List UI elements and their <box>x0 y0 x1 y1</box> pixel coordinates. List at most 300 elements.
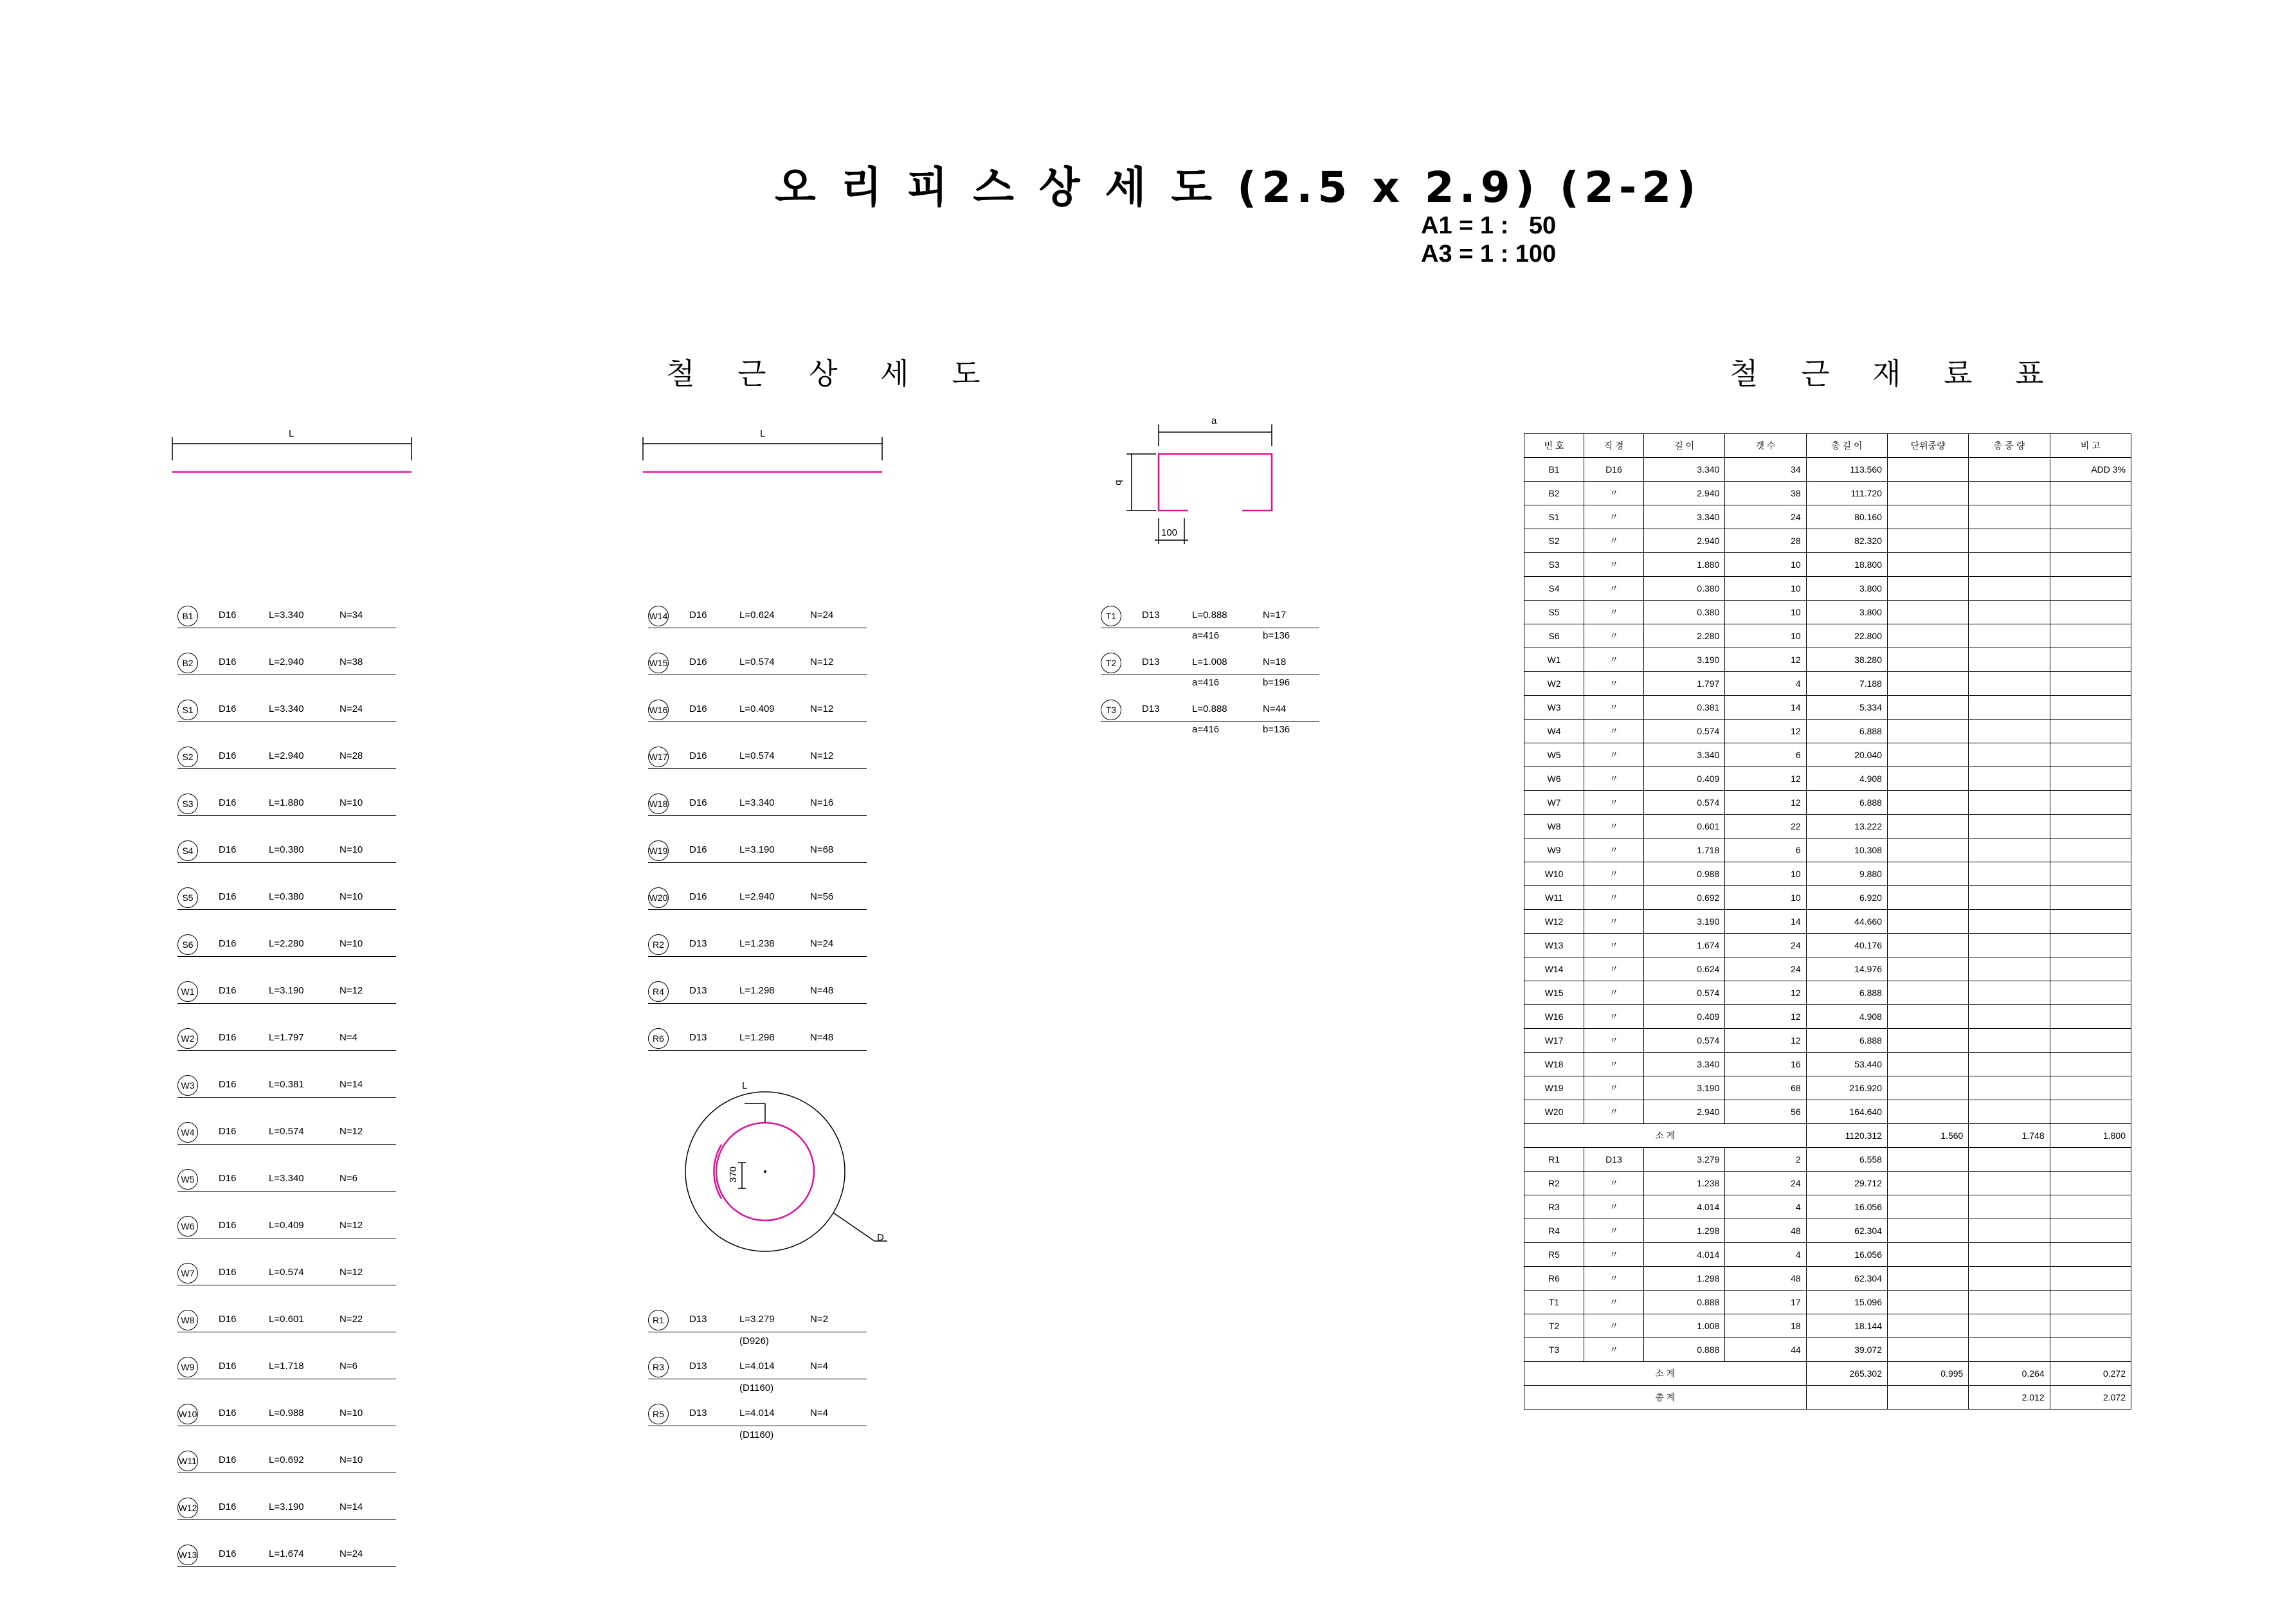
bar-diameter: D13 <box>689 1361 707 1372</box>
table-cell: 18 <box>1725 1314 1806 1338</box>
table-header-row <box>1524 434 2131 458</box>
bar-count: N=48 <box>810 985 834 996</box>
bar-tag: R6 <box>648 1028 669 1049</box>
bar-diameter: D16 <box>219 1267 237 1278</box>
table-cell <box>1969 458 2050 482</box>
bar-sub-diameter: (D1160) <box>739 1429 774 1440</box>
bar-count: N=6 <box>339 1361 357 1372</box>
bar-count: N=4 <box>339 1032 357 1043</box>
table-cell: 〃 <box>1584 1314 1644 1338</box>
header-no: 번 호 <box>1524 434 1584 458</box>
table-cell: 24 <box>1725 1172 1806 1195</box>
table-cell <box>1969 1172 2050 1195</box>
bar-diameter: D16 <box>219 1079 237 1090</box>
material-table-body <box>1524 458 2131 1410</box>
table-cell <box>1887 720 1968 743</box>
bar-count: N=12 <box>339 985 363 996</box>
bar-count: N=24 <box>810 610 834 621</box>
table-cell <box>1887 1291 1968 1314</box>
bar-tag: W4 <box>177 1122 198 1143</box>
table-cell: 48 <box>1725 1267 1806 1291</box>
table-row <box>1524 1053 2131 1076</box>
table-cell: 3.340 <box>1644 458 1725 482</box>
table-cell: R5 <box>1524 1243 1584 1267</box>
table-cell: 〃 <box>1584 482 1644 505</box>
bar-stirrup-b: b=136 <box>1263 630 1290 641</box>
bar-length: L=3.190 <box>269 1501 304 1512</box>
table-cell <box>1887 957 1968 981</box>
table-cell <box>2050 1172 2131 1195</box>
table-cell <box>2050 624 2131 648</box>
bar-row <box>648 1028 867 1051</box>
bar-row <box>648 606 867 628</box>
table-cell: B2 <box>1524 482 1584 505</box>
table-cell: 10 <box>1725 577 1806 601</box>
table-row <box>1524 815 2131 839</box>
table-cell: S6 <box>1524 624 1584 648</box>
table-cell: 4.014 <box>1644 1195 1725 1219</box>
bar-length: L=2.940 <box>739 891 775 902</box>
table-cell <box>2050 743 2131 767</box>
table-row <box>1524 601 2131 624</box>
grand-total-length <box>1806 1386 1887 1410</box>
table-row <box>1524 862 2131 886</box>
material-table <box>1524 433 2131 1410</box>
table-cell: W18 <box>1524 1053 1584 1076</box>
bar-length: L=1.298 <box>739 1032 775 1043</box>
bar-length: L=4.014 <box>739 1408 775 1419</box>
table-cell <box>1887 553 1968 577</box>
table-cell: 6.888 <box>1806 1029 1887 1053</box>
bar-length: L=1.238 <box>739 938 775 949</box>
table-cell: 〃 <box>1584 624 1644 648</box>
table-cell: R2 <box>1524 1172 1584 1195</box>
table-cell: W9 <box>1524 839 1584 862</box>
table-cell: 1.797 <box>1644 672 1725 696</box>
table-cell: W14 <box>1524 957 1584 981</box>
bar-length: L=1.880 <box>269 797 304 808</box>
table-cell: 1.880 <box>1644 553 1725 577</box>
bar-diameter: D16 <box>689 610 707 621</box>
table-cell: 2.940 <box>1644 1100 1725 1124</box>
subtotal-row <box>1524 1124 2131 1148</box>
table-cell: W15 <box>1524 981 1584 1005</box>
table-cell: 1.298 <box>1644 1267 1725 1291</box>
table-cell: W7 <box>1524 791 1584 815</box>
table-cell: 〃 <box>1584 672 1644 696</box>
bar-tag: W8 <box>177 1310 198 1330</box>
table-row <box>1524 648 2131 672</box>
bar-length: L=0.692 <box>269 1455 304 1465</box>
bar-diameter: D16 <box>689 844 707 855</box>
table-cell <box>1969 957 2050 981</box>
table-cell: 〃 <box>1584 1029 1644 1053</box>
bar-tag: W18 <box>648 793 669 814</box>
header-diameter: 직 경 <box>1584 434 1644 458</box>
bar-tag: W1 <box>177 981 198 1002</box>
table-cell <box>1887 839 1968 862</box>
bar-length: L=0.574 <box>269 1267 304 1278</box>
bar-count: N=12 <box>339 1267 363 1278</box>
table-cell <box>1969 1291 2050 1314</box>
bar-length: L=0.574 <box>269 1126 304 1137</box>
table-cell: T1 <box>1524 1291 1584 1314</box>
bar-row <box>177 1498 396 1520</box>
rebar-schedule-title: 철 근 재 료 표 <box>1730 356 2061 391</box>
table-cell <box>1887 1005 1968 1029</box>
table-cell: 〃 <box>1584 934 1644 957</box>
table-row <box>1524 577 2131 601</box>
bar-diameter: D13 <box>689 938 707 949</box>
table-row <box>1524 1314 2131 1338</box>
table-cell: 10.308 <box>1806 839 1887 862</box>
table-cell: 1.674 <box>1644 934 1725 957</box>
table-cell: 12 <box>1725 791 1806 815</box>
bar-count: N=22 <box>339 1314 363 1325</box>
straight-bar-diagram-2 <box>643 437 882 472</box>
table-cell: 38.280 <box>1806 648 1887 672</box>
bar-diameter: D13 <box>689 1032 707 1043</box>
bar-diameter: D16 <box>219 750 237 761</box>
bar-count: N=10 <box>339 844 363 855</box>
table-row <box>1524 934 2131 957</box>
table-cell: 〃 <box>1584 815 1644 839</box>
table-row <box>1524 696 2131 720</box>
table-cell <box>1887 672 1968 696</box>
table-cell <box>1887 1219 1968 1243</box>
bar-count: N=6 <box>339 1173 357 1184</box>
bar-row <box>177 887 396 910</box>
table-cell: 〃 <box>1584 601 1644 624</box>
table-cell: 〃 <box>1584 743 1644 767</box>
table-cell <box>1969 648 2050 672</box>
table-cell: 38 <box>1725 482 1806 505</box>
bar-tag: S4 <box>177 840 198 861</box>
bar-diameter: D16 <box>219 1455 237 1465</box>
table-cell <box>1969 505 2050 529</box>
bar-tag: B1 <box>177 606 198 626</box>
table-cell <box>1887 791 1968 815</box>
table-cell: 〃 <box>1584 1219 1644 1243</box>
table-cell: 10 <box>1725 862 1806 886</box>
bar-stirrup-a: a=416 <box>1192 630 1220 641</box>
table-cell: 18.144 <box>1806 1314 1887 1338</box>
table-cell: 44.660 <box>1806 910 1887 934</box>
bar-stirrup-b: b=136 <box>1263 724 1290 735</box>
bar-count: N=16 <box>810 797 834 808</box>
table-cell: 0.574 <box>1644 1029 1725 1053</box>
table-cell <box>2050 1076 2131 1100</box>
table-cell: 0.574 <box>1644 791 1725 815</box>
table-cell: 1.718 <box>1644 839 1725 862</box>
straight-bar-length-label-2: L <box>760 428 766 439</box>
bar-count: N=48 <box>810 1032 834 1043</box>
table-cell: 4 <box>1725 1195 1806 1219</box>
bar-count: N=14 <box>339 1501 363 1512</box>
table-cell: 34 <box>1725 458 1806 482</box>
table-cell: 56 <box>1725 1100 1806 1124</box>
table-cell <box>1887 1148 1968 1172</box>
table-cell: 〃 <box>1584 1005 1644 1029</box>
bar-row <box>177 1404 396 1426</box>
table-cell <box>1887 1243 1968 1267</box>
bar-diameter: D16 <box>219 1173 237 1184</box>
table-row <box>1524 1291 2131 1314</box>
table-cell <box>1969 1195 2050 1219</box>
bar-diameter: D16 <box>219 985 237 996</box>
table-cell: 111.720 <box>1806 482 1887 505</box>
bar-length: L=3.340 <box>269 703 304 714</box>
bar-length: L=4.014 <box>739 1361 775 1372</box>
bar-count: N=4 <box>810 1361 828 1372</box>
table-cell <box>2050 981 2131 1005</box>
table-cell <box>1887 1314 1968 1338</box>
bar-count: N=14 <box>339 1079 363 1090</box>
bar-row <box>648 1310 867 1332</box>
table-cell <box>1887 624 1968 648</box>
table-cell: 〃 <box>1584 1267 1644 1291</box>
table-cell <box>1969 696 2050 720</box>
table-cell <box>1887 577 1968 601</box>
table-cell: 6.888 <box>1806 720 1887 743</box>
table-cell: 〃 <box>1584 1076 1644 1100</box>
bar-tag: W14 <box>648 606 669 626</box>
table-cell: 18.800 <box>1806 553 1887 577</box>
table-cell: 0.888 <box>1644 1338 1725 1362</box>
table-cell: 29.712 <box>1806 1172 1887 1195</box>
table-row <box>1524 791 2131 815</box>
bar-count: N=10 <box>339 1455 363 1465</box>
table-cell: S2 <box>1524 529 1584 553</box>
table-cell: 5.334 <box>1806 696 1887 720</box>
table-cell: 12 <box>1725 720 1806 743</box>
table-cell: W11 <box>1524 886 1584 910</box>
table-cell: 6 <box>1725 839 1806 862</box>
table-cell: 〃 <box>1584 577 1644 601</box>
table-cell <box>2050 505 2131 529</box>
bar-count: N=12 <box>339 1220 363 1231</box>
table-cell <box>1887 1338 1968 1362</box>
table-cell <box>2050 696 2131 720</box>
bar-length: L=0.888 <box>1192 610 1227 621</box>
table-row <box>1524 743 2131 767</box>
bar-length: L=0.601 <box>269 1314 304 1325</box>
table-cell <box>2050 553 2131 577</box>
bar-row <box>177 1545 396 1567</box>
bar-diameter: D16 <box>219 1032 237 1043</box>
bar-length: L=1.298 <box>739 985 775 996</box>
table-cell <box>2050 1219 2131 1243</box>
bar-tag: W12 <box>177 1498 198 1518</box>
table-cell: ADD 3% <box>2050 458 2131 482</box>
bar-row <box>648 1404 867 1426</box>
table-cell <box>2050 1291 2131 1314</box>
table-cell: 〃 <box>1584 981 1644 1005</box>
table-cell <box>1969 624 2050 648</box>
bar-diameter: D16 <box>219 1501 237 1512</box>
table-cell: 39.072 <box>1806 1338 1887 1362</box>
table-cell: 〃 <box>1584 910 1644 934</box>
table-cell <box>1969 910 2050 934</box>
bar-tag: S5 <box>177 887 198 908</box>
bar-tag: W2 <box>177 1028 198 1049</box>
table-cell <box>2050 1029 2131 1053</box>
table-cell: 216.920 <box>1806 1076 1887 1100</box>
table-cell <box>1969 815 2050 839</box>
table-cell <box>2050 1267 2131 1291</box>
table-cell <box>2050 529 2131 553</box>
table-cell: 〃 <box>1584 529 1644 553</box>
table-cell: W13 <box>1524 934 1584 957</box>
table-cell <box>1887 648 1968 672</box>
table-cell <box>1887 1053 1968 1076</box>
table-cell: 6 <box>1725 743 1806 767</box>
table-cell <box>1969 1029 2050 1053</box>
table-cell: 0.692 <box>1644 886 1725 910</box>
straight-bar-length-label-1: L <box>289 428 294 439</box>
table-cell: D13 <box>1584 1148 1644 1172</box>
table-cell: 10 <box>1725 601 1806 624</box>
grand-total-remark: 2.072 <box>2050 1386 2131 1410</box>
table-cell: 15.096 <box>1806 1291 1887 1314</box>
subtotal-label: 소 계 <box>1524 1124 1807 1148</box>
table-cell: 3.190 <box>1644 910 1725 934</box>
table-row <box>1524 553 2131 577</box>
table-cell: 0.601 <box>1644 815 1725 839</box>
bar-tag: S3 <box>177 793 198 814</box>
table-cell <box>2050 1100 2131 1124</box>
table-cell: 22.800 <box>1806 624 1887 648</box>
table-cell: 12 <box>1725 1005 1806 1029</box>
bar-diameter: D16 <box>689 657 707 667</box>
table-cell: 53.440 <box>1806 1053 1887 1076</box>
bar-length: L=2.940 <box>269 750 304 761</box>
table-cell: 〃 <box>1584 1243 1644 1267</box>
table-cell: 〃 <box>1584 839 1644 862</box>
bar-diameter: D13 <box>689 1408 707 1419</box>
bar-row <box>648 1357 867 1379</box>
table-cell <box>1887 981 1968 1005</box>
bar-row <box>1101 700 1319 722</box>
table-cell: 6.920 <box>1806 886 1887 910</box>
table-cell <box>1887 1267 1968 1291</box>
bar-tag: T3 <box>1101 700 1121 720</box>
bar-row <box>648 887 867 910</box>
bar-stirrup-a: a=416 <box>1192 724 1220 735</box>
bar-row <box>177 793 396 816</box>
table-cell: 〃 <box>1584 1195 1644 1219</box>
bar-tag: S6 <box>177 934 198 955</box>
table-cell <box>1969 839 2050 862</box>
table-cell: W10 <box>1524 862 1584 886</box>
table-cell: 〃 <box>1584 1291 1644 1314</box>
table-cell: W1 <box>1524 648 1584 672</box>
table-cell <box>1969 791 2050 815</box>
table-row <box>1524 482 2131 505</box>
bar-count: N=24 <box>339 1548 363 1559</box>
bar-length: L=0.624 <box>739 610 775 621</box>
ring-inner-label: 370 <box>728 1166 739 1183</box>
stirrup-hook-label: 100 <box>1161 527 1178 538</box>
bar-length: L=3.279 <box>739 1314 775 1325</box>
bar-diameter: D16 <box>219 1408 237 1419</box>
subtotal-row <box>1524 1362 2131 1386</box>
table-cell <box>1969 862 2050 886</box>
bar-length: L=0.988 <box>269 1408 304 1419</box>
table-row <box>1524 839 2131 862</box>
bar-tag: W11 <box>177 1451 198 1471</box>
table-row <box>1524 1267 2131 1291</box>
table-cell: 3.279 <box>1644 1148 1725 1172</box>
table-cell: 48 <box>1725 1219 1806 1243</box>
subtotal-remark: 1.800 <box>2050 1124 2131 1148</box>
table-cell: W3 <box>1524 696 1584 720</box>
bar-row <box>177 1451 396 1473</box>
table-cell: 2.940 <box>1644 529 1725 553</box>
table-cell <box>1969 767 2050 791</box>
table-cell: 14.976 <box>1806 957 1887 981</box>
bar-row <box>177 1263 396 1285</box>
bar-tag: W13 <box>177 1545 198 1565</box>
bar-length: L=1.797 <box>269 1032 304 1043</box>
stirrup-b-label: b <box>1113 480 1125 485</box>
table-cell <box>2050 482 2131 505</box>
table-cell <box>1887 1029 1968 1053</box>
table-cell: S3 <box>1524 553 1584 577</box>
table-cell: D16 <box>1584 458 1644 482</box>
ring-length-label: L <box>742 1080 748 1091</box>
bar-tag: R4 <box>648 981 669 1002</box>
bar-diameter: D13 <box>689 985 707 996</box>
table-cell: 10 <box>1725 553 1806 577</box>
straight-bar-diagram-1 <box>172 437 411 472</box>
table-cell <box>1969 1219 2050 1243</box>
table-cell: 16.056 <box>1806 1243 1887 1267</box>
bar-count: N=10 <box>339 891 363 902</box>
table-row <box>1524 1029 2131 1053</box>
scale-a3: A3 = 1 : 100 <box>1421 240 1557 267</box>
table-cell <box>1969 1076 2050 1100</box>
table-cell: 4 <box>1725 1243 1806 1267</box>
table-cell: 4 <box>1725 672 1806 696</box>
table-cell: 40.176 <box>1806 934 1887 957</box>
header-total-weight: 총 중 량 <box>1969 434 2050 458</box>
bar-tag: W15 <box>648 653 669 673</box>
table-cell: 113.560 <box>1806 458 1887 482</box>
table-cell <box>1969 1005 2050 1029</box>
bar-tag: W5 <box>177 1169 198 1190</box>
table-cell <box>1969 743 2050 767</box>
bar-tag: W17 <box>648 747 669 767</box>
table-cell: 12 <box>1725 1029 1806 1053</box>
table-cell: R3 <box>1524 1195 1584 1219</box>
bar-diameter: D16 <box>219 1220 237 1231</box>
subtotal-total-length: 1120.312 <box>1806 1124 1887 1148</box>
table-row <box>1524 1172 2131 1195</box>
header-unit-weight: 단위중량 <box>1887 434 1968 458</box>
table-cell: 14 <box>1725 910 1806 934</box>
grand-total-unit <box>1887 1386 1968 1410</box>
bar-diameter: D16 <box>219 938 237 949</box>
table-cell: 24 <box>1725 957 1806 981</box>
bar-diameter: D16 <box>219 1126 237 1137</box>
table-cell: W16 <box>1524 1005 1584 1029</box>
stirrup-a-label: a <box>1211 415 1217 426</box>
table-cell: S4 <box>1524 577 1584 601</box>
bar-diameter: D13 <box>1142 610 1160 621</box>
bar-tag: B2 <box>177 653 198 673</box>
table-cell: 24 <box>1725 505 1806 529</box>
